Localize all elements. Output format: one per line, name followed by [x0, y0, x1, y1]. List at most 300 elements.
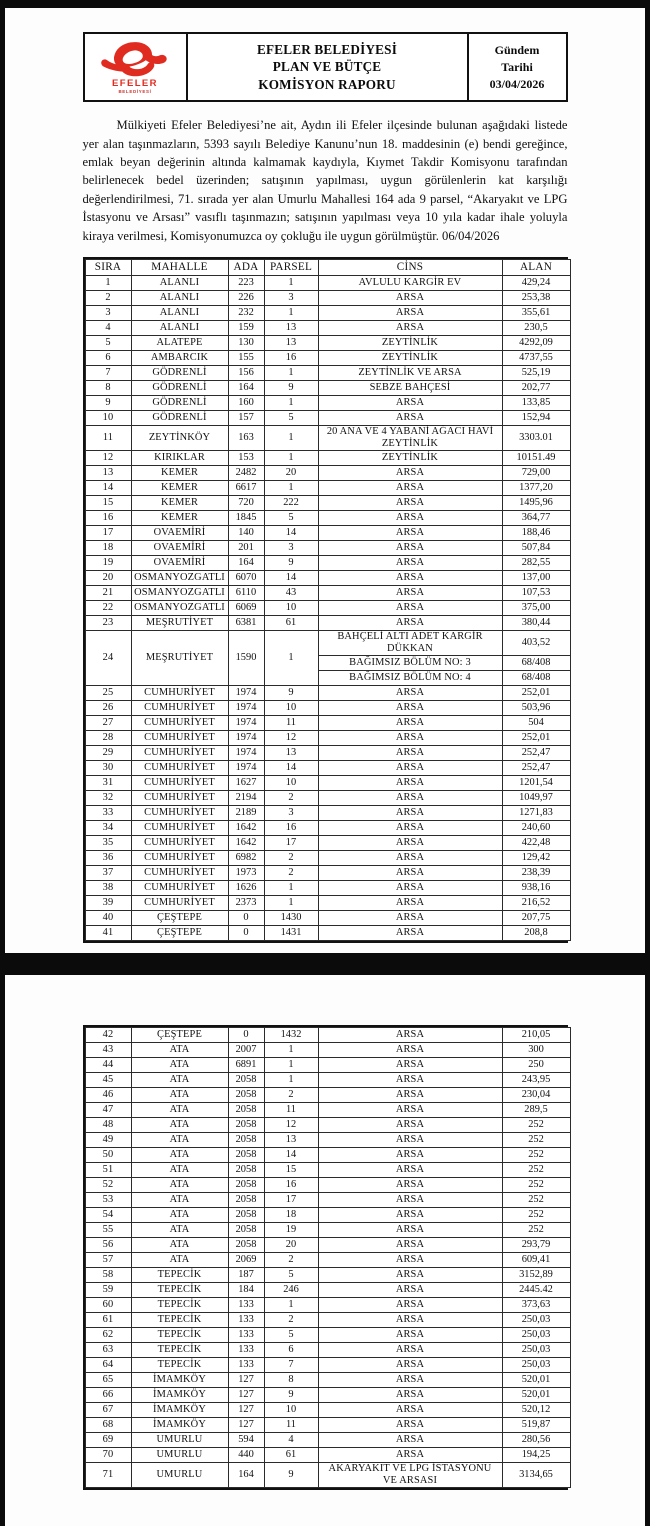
cell-cins: ARSA	[318, 701, 502, 716]
cell-alan: 1201,54	[502, 776, 570, 791]
cell-cins: ARSA	[318, 466, 502, 481]
cell-alan: 207,75	[502, 911, 570, 926]
cell-mahalle: CUMHURİYET	[131, 731, 228, 746]
cell-sira: 2	[85, 290, 131, 305]
cell-parsel: 1	[264, 631, 318, 686]
cell-cins: ARSA	[318, 881, 502, 896]
cell-alan: 1271,83	[502, 806, 570, 821]
cell-sira: 8	[85, 380, 131, 395]
cell-alan: 252	[502, 1208, 570, 1223]
cell-sira: 43	[85, 1043, 131, 1058]
cell-sira: 6	[85, 350, 131, 365]
cell-alan: 250,03	[502, 1343, 570, 1358]
table-row	[85, 1238, 570, 1253]
cell-ada: 133	[228, 1298, 264, 1313]
table-row	[85, 511, 570, 526]
cell-alan: 208,8	[502, 926, 570, 941]
table-row	[85, 451, 570, 466]
cell-alan: 68/408	[502, 671, 570, 686]
cell-ada: 2058	[228, 1238, 264, 1253]
cell-parsel: 9	[264, 380, 318, 395]
cell-alan: 230,5	[502, 320, 570, 335]
cell-parsel: 13	[264, 1133, 318, 1148]
cell-parsel: 10	[264, 601, 318, 616]
cell-cins: BAĞIMSIZ BÖLÜM NO: 4	[318, 671, 502, 686]
cell-alan: 216,52	[502, 896, 570, 911]
cell-sira: 38	[85, 881, 131, 896]
cell-parsel: 12	[264, 731, 318, 746]
cell-sira: 71	[85, 1463, 131, 1488]
cell-mahalle: ÇEŞTEPE	[131, 926, 228, 941]
cell-parsel: 19	[264, 1223, 318, 1238]
table-row	[85, 1448, 570, 1463]
cell-ada: 127	[228, 1403, 264, 1418]
cell-parsel: 1	[264, 1073, 318, 1088]
cell-cins: BAĞIMSIZ BÖLÜM NO: 3	[318, 656, 502, 671]
cell-cins: ARSA	[318, 305, 502, 320]
cell-parsel: 18	[264, 1208, 318, 1223]
table-row	[85, 1073, 570, 1088]
report-title-line-2: PLAN VE BÜTÇE	[272, 59, 382, 75]
cell-ada: 0	[228, 926, 264, 941]
cell-parsel: 1	[264, 1298, 318, 1313]
cell-cins: ARSA	[318, 806, 502, 821]
cell-ada: 2194	[228, 791, 264, 806]
cell-cins: ARSA	[318, 1253, 502, 1268]
cell-alan: 503,96	[502, 701, 570, 716]
cell-cins: ARSA	[318, 746, 502, 761]
cell-mahalle: MEŞRUTİYET	[131, 616, 228, 631]
cell-alan: 68/408	[502, 656, 570, 671]
cell-sira: 11	[85, 425, 131, 450]
cell-cins: ARSA	[318, 1178, 502, 1193]
cell-alan: 3303.01	[502, 425, 570, 450]
cell-parsel: 10	[264, 1403, 318, 1418]
table-row	[85, 631, 570, 656]
cell-cins: ARSA	[318, 511, 502, 526]
cell-sira: 57	[85, 1253, 131, 1268]
cell-alan: 519,87	[502, 1418, 570, 1433]
table-row	[85, 821, 570, 836]
cell-parsel: 1431	[264, 926, 318, 941]
cell-parsel: 14	[264, 761, 318, 776]
table-row	[85, 1268, 570, 1283]
cell-ada: 155	[228, 350, 264, 365]
cell-mahalle: ALANLI	[131, 320, 228, 335]
cell-mahalle: TEPECİK	[131, 1343, 228, 1358]
cell-alan: 300	[502, 1043, 570, 1058]
cell-mahalle: ATA	[131, 1148, 228, 1163]
cell-cins: ARSA	[318, 1073, 502, 1088]
document-page-2	[5, 975, 645, 1526]
cell-parsel: 9	[264, 1388, 318, 1403]
cell-alan: 525,19	[502, 365, 570, 380]
cell-ada: 1590	[228, 631, 264, 686]
cell-ada: 2373	[228, 896, 264, 911]
cell-sira: 40	[85, 911, 131, 926]
cell-ada: 140	[228, 526, 264, 541]
cell-cins: AKARYAKIT VE LPG İSTASYONU VE ARSASI	[318, 1463, 502, 1488]
cell-parsel: 1	[264, 881, 318, 896]
cell-cins: ARSA	[318, 541, 502, 556]
cell-sira: 32	[85, 791, 131, 806]
cell-parsel: 1	[264, 425, 318, 450]
cell-sira: 66	[85, 1388, 131, 1403]
cell-alan: 609,41	[502, 1253, 570, 1268]
cell-cins: ARSA	[318, 686, 502, 701]
cell-alan: 252	[502, 1193, 570, 1208]
cell-sira: 52	[85, 1178, 131, 1193]
table-row	[85, 380, 570, 395]
table-row	[85, 526, 570, 541]
cell-cins: ARSA	[318, 911, 502, 926]
cell-mahalle: CUMHURİYET	[131, 881, 228, 896]
cell-sira: 14	[85, 481, 131, 496]
cell-cins: ARSA	[318, 320, 502, 335]
cell-parsel: 14	[264, 571, 318, 586]
cell-parsel: 11	[264, 716, 318, 731]
cell-ada: 127	[228, 1373, 264, 1388]
cell-ada: 0	[228, 1028, 264, 1043]
cell-sira: 30	[85, 761, 131, 776]
cell-mahalle: TEPECİK	[131, 1283, 228, 1298]
column-header-mahalle: MAHALLE	[131, 259, 228, 275]
report-masthead	[83, 32, 568, 102]
cell-ada: 133	[228, 1328, 264, 1343]
cell-alan: 137,00	[502, 571, 570, 586]
table-row	[85, 776, 570, 791]
cell-cins: ARSA	[318, 1448, 502, 1463]
cell-mahalle: ÇEŞTEPE	[131, 1028, 228, 1043]
cell-parsel: 2	[264, 851, 318, 866]
cell-cins: ZEYTİNLİK	[318, 350, 502, 365]
table-row	[85, 746, 570, 761]
cell-sira: 58	[85, 1268, 131, 1283]
table-row	[85, 1133, 570, 1148]
cell-mahalle: ATA	[131, 1118, 228, 1133]
cell-alan: 422,48	[502, 836, 570, 851]
cell-sira: 27	[85, 716, 131, 731]
table-row	[85, 1283, 570, 1298]
cell-parsel: 11	[264, 1418, 318, 1433]
cell-cins: 20 ANA VE 4 YABANİ AĞACI HAVİ ZEYTİNLİK	[318, 425, 502, 450]
table-frame-page-2	[83, 1025, 568, 1490]
cell-cins: ARSA	[318, 1358, 502, 1373]
cell-sira: 9	[85, 395, 131, 410]
cell-mahalle: ATA	[131, 1103, 228, 1118]
table-row	[85, 1343, 570, 1358]
cell-mahalle: OSMANYOZGATLI	[131, 586, 228, 601]
cell-mahalle: ALATEPE	[131, 335, 228, 350]
cell-ada: 2007	[228, 1043, 264, 1058]
table-row	[85, 1358, 570, 1373]
cell-mahalle: CUMHURİYET	[131, 821, 228, 836]
cell-mahalle: CUMHURİYET	[131, 776, 228, 791]
cell-mahalle: GÖDRENLİ	[131, 365, 228, 380]
cell-parsel: 2	[264, 791, 318, 806]
agenda-label-line-1: Gündem	[494, 42, 540, 57]
cell-ada: 2069	[228, 1253, 264, 1268]
table-row	[85, 686, 570, 701]
table-row	[85, 1148, 570, 1163]
cell-mahalle: OSMANYOZGATLI	[131, 571, 228, 586]
cell-mahalle: TEPECİK	[131, 1358, 228, 1373]
cell-parsel: 15	[264, 1163, 318, 1178]
cell-sira: 20	[85, 571, 131, 586]
cell-alan: 252	[502, 1118, 570, 1133]
cell-ada: 1973	[228, 866, 264, 881]
cell-ada: 1642	[228, 836, 264, 851]
cell-mahalle: CUMHURİYET	[131, 866, 228, 881]
table-row	[85, 1193, 570, 1208]
cell-parsel: 5	[264, 511, 318, 526]
cell-parsel: 61	[264, 616, 318, 631]
cell-parsel: 13	[264, 335, 318, 350]
cell-ada: 2058	[228, 1118, 264, 1133]
cell-ada: 160	[228, 395, 264, 410]
cell-ada: 2058	[228, 1208, 264, 1223]
cell-cins: ARSA	[318, 866, 502, 881]
cell-ada: 594	[228, 1433, 264, 1448]
cell-mahalle: GÖDRENLİ	[131, 410, 228, 425]
cell-alan: 252,01	[502, 731, 570, 746]
cell-parsel: 11	[264, 1103, 318, 1118]
cell-mahalle: ATA	[131, 1043, 228, 1058]
cell-parsel: 2	[264, 1313, 318, 1328]
table-row	[85, 425, 570, 450]
cell-mahalle: CUMHURİYET	[131, 851, 228, 866]
table-row	[85, 911, 570, 926]
cell-mahalle: ÇEŞTEPE	[131, 911, 228, 926]
table-row	[85, 791, 570, 806]
cell-alan: 520,01	[502, 1373, 570, 1388]
cell-ada: 1974	[228, 731, 264, 746]
cell-parsel: 20	[264, 1238, 318, 1253]
cell-sira: 59	[85, 1283, 131, 1298]
cell-mahalle: AMBARCIK	[131, 350, 228, 365]
cell-ada: 1627	[228, 776, 264, 791]
cell-sira: 17	[85, 526, 131, 541]
cell-mahalle: ALANLI	[131, 305, 228, 320]
cell-parsel: 61	[264, 1448, 318, 1463]
cell-parsel: 5	[264, 410, 318, 425]
cell-mahalle: İMAMKÖY	[131, 1373, 228, 1388]
cell-sira: 26	[85, 701, 131, 716]
cell-cins: ARSA	[318, 1313, 502, 1328]
cell-ada: 1642	[228, 821, 264, 836]
cell-mahalle: ALANLI	[131, 290, 228, 305]
cell-mahalle: OSMANYOZGATLI	[131, 601, 228, 616]
cell-sira: 62	[85, 1328, 131, 1343]
cell-alan: 250,03	[502, 1313, 570, 1328]
cell-sira: 61	[85, 1313, 131, 1328]
document-page-1	[5, 8, 645, 953]
cell-ada: 201	[228, 541, 264, 556]
cell-alan: 364,77	[502, 511, 570, 526]
cell-mahalle: CUMHURİYET	[131, 761, 228, 776]
cell-parsel: 10	[264, 701, 318, 716]
cell-ada: 2058	[228, 1163, 264, 1178]
cell-sira: 51	[85, 1163, 131, 1178]
cell-ada: 133	[228, 1313, 264, 1328]
cell-cins: ARSA	[318, 395, 502, 410]
cell-sira: 36	[85, 851, 131, 866]
cell-sira: 48	[85, 1118, 131, 1133]
cell-mahalle: KEMER	[131, 496, 228, 511]
cell-sira: 70	[85, 1448, 131, 1463]
cell-cins: ARSA	[318, 496, 502, 511]
cell-parsel: 3	[264, 541, 318, 556]
table-row	[85, 335, 570, 350]
cell-cins: ARSA	[318, 731, 502, 746]
table-row	[85, 806, 570, 821]
cell-ada: 130	[228, 335, 264, 350]
cell-alan: 252	[502, 1178, 570, 1193]
cell-parsel: 7	[264, 1358, 318, 1373]
cell-mahalle: ALANLI	[131, 275, 228, 290]
cell-alan: 133,85	[502, 395, 570, 410]
cell-alan: 520,12	[502, 1403, 570, 1418]
cell-sira: 18	[85, 541, 131, 556]
cell-sira: 69	[85, 1433, 131, 1448]
cell-ada: 6069	[228, 601, 264, 616]
cell-cins: ARSA	[318, 1193, 502, 1208]
cell-alan: 729,00	[502, 466, 570, 481]
cell-alan: 4292,09	[502, 335, 570, 350]
cell-parsel: 43	[264, 586, 318, 601]
cell-cins: ARSA	[318, 1268, 502, 1283]
efeler-belediyesi-logo	[99, 41, 171, 94]
cell-cins: ARSA	[318, 1103, 502, 1118]
cell-mahalle: ATA	[131, 1238, 228, 1253]
table-row	[85, 466, 570, 481]
cell-alan: 230,04	[502, 1088, 570, 1103]
cell-alan: 375,00	[502, 601, 570, 616]
table-row	[85, 716, 570, 731]
property-table-page-2	[85, 1027, 571, 1488]
cell-cins: ARSA	[318, 1028, 502, 1043]
cell-sira: 68	[85, 1418, 131, 1433]
cell-sira: 22	[85, 601, 131, 616]
cell-alan: 3152,89	[502, 1268, 570, 1283]
cell-sira: 46	[85, 1088, 131, 1103]
cell-alan: 2445.42	[502, 1283, 570, 1298]
cell-alan: 280,56	[502, 1433, 570, 1448]
cell-ada: 153	[228, 451, 264, 466]
table-body-page-2	[85, 1028, 570, 1488]
cell-sira: 63	[85, 1343, 131, 1358]
table-row	[85, 881, 570, 896]
cell-parsel: 2	[264, 866, 318, 881]
cell-cins: ARSA	[318, 556, 502, 571]
cell-cins: ARSA	[318, 601, 502, 616]
cell-parsel: 1	[264, 451, 318, 466]
cell-mahalle: ATA	[131, 1073, 228, 1088]
cell-cins: ARSA	[318, 1118, 502, 1133]
cell-parsel: 8	[264, 1373, 318, 1388]
table-row	[85, 896, 570, 911]
cell-ada: 6381	[228, 616, 264, 631]
cell-sira: 45	[85, 1073, 131, 1088]
cell-mahalle: ATA	[131, 1163, 228, 1178]
table-row	[85, 1103, 570, 1118]
cell-parsel: 13	[264, 746, 318, 761]
cell-ada: 2058	[228, 1193, 264, 1208]
cell-ada: 6891	[228, 1058, 264, 1073]
cell-cins: ARSA	[318, 1208, 502, 1223]
cell-cins: AVLULU KARGİR EV	[318, 275, 502, 290]
cell-sira: 23	[85, 616, 131, 631]
table-row	[85, 541, 570, 556]
report-title-cell	[188, 34, 469, 100]
cell-parsel: 222	[264, 496, 318, 511]
cell-mahalle: ATA	[131, 1088, 228, 1103]
cell-ada: 440	[228, 1448, 264, 1463]
cell-alan: 1049,97	[502, 791, 570, 806]
cell-alan: 252	[502, 1133, 570, 1148]
cell-sira: 67	[85, 1403, 131, 1418]
cell-sira: 60	[85, 1298, 131, 1313]
cell-sira: 15	[85, 496, 131, 511]
cell-ada: 2058	[228, 1178, 264, 1193]
cell-sira: 24	[85, 631, 131, 686]
cell-ada: 164	[228, 380, 264, 395]
cell-mahalle: CUMHURİYET	[131, 746, 228, 761]
cell-ada: 720	[228, 496, 264, 511]
table-row	[85, 1418, 570, 1433]
cell-parsel: 5	[264, 1268, 318, 1283]
cell-cins: ARSA	[318, 1133, 502, 1148]
cell-ada: 2482	[228, 466, 264, 481]
cell-cins: ARSA	[318, 1298, 502, 1313]
cell-alan: 252,47	[502, 746, 570, 761]
table-row	[85, 1028, 570, 1043]
table-header-row	[85, 259, 570, 275]
cell-sira: 10	[85, 410, 131, 425]
cell-alan: 250,03	[502, 1328, 570, 1343]
table-row	[85, 616, 570, 631]
cell-alan: 520,01	[502, 1388, 570, 1403]
table-row	[85, 1373, 570, 1388]
cell-ada: 127	[228, 1388, 264, 1403]
cell-alan: 504	[502, 716, 570, 731]
report-title-line-1: EFELER BELEDİYESİ	[256, 42, 398, 57]
agenda-label-line-2: Tarihi	[501, 59, 533, 74]
table-row	[85, 290, 570, 305]
cell-mahalle: KEMER	[131, 511, 228, 526]
cell-sira: 42	[85, 1028, 131, 1043]
cell-parsel: 16	[264, 1178, 318, 1193]
cell-mahalle: OVAEMİRİ	[131, 541, 228, 556]
masthead-logo-cell	[85, 34, 188, 100]
cell-parsel: 14	[264, 1148, 318, 1163]
cell-cins: ARSA	[318, 586, 502, 601]
cell-ada: 164	[228, 1463, 264, 1488]
table-row	[85, 481, 570, 496]
cell-cins: ZEYTİNLİK VE ARSA	[318, 365, 502, 380]
table-row	[85, 866, 570, 881]
cell-cins: ARSA	[318, 1088, 502, 1103]
cell-cins: ARSA	[318, 791, 502, 806]
cell-sira: 19	[85, 556, 131, 571]
cell-parsel: 3	[264, 290, 318, 305]
cell-sira: 21	[85, 586, 131, 601]
table-row	[85, 275, 570, 290]
cell-alan: 507,84	[502, 541, 570, 556]
cell-ada: 2189	[228, 806, 264, 821]
cell-ada: 184	[228, 1283, 264, 1298]
cell-parsel: 5	[264, 1328, 318, 1343]
